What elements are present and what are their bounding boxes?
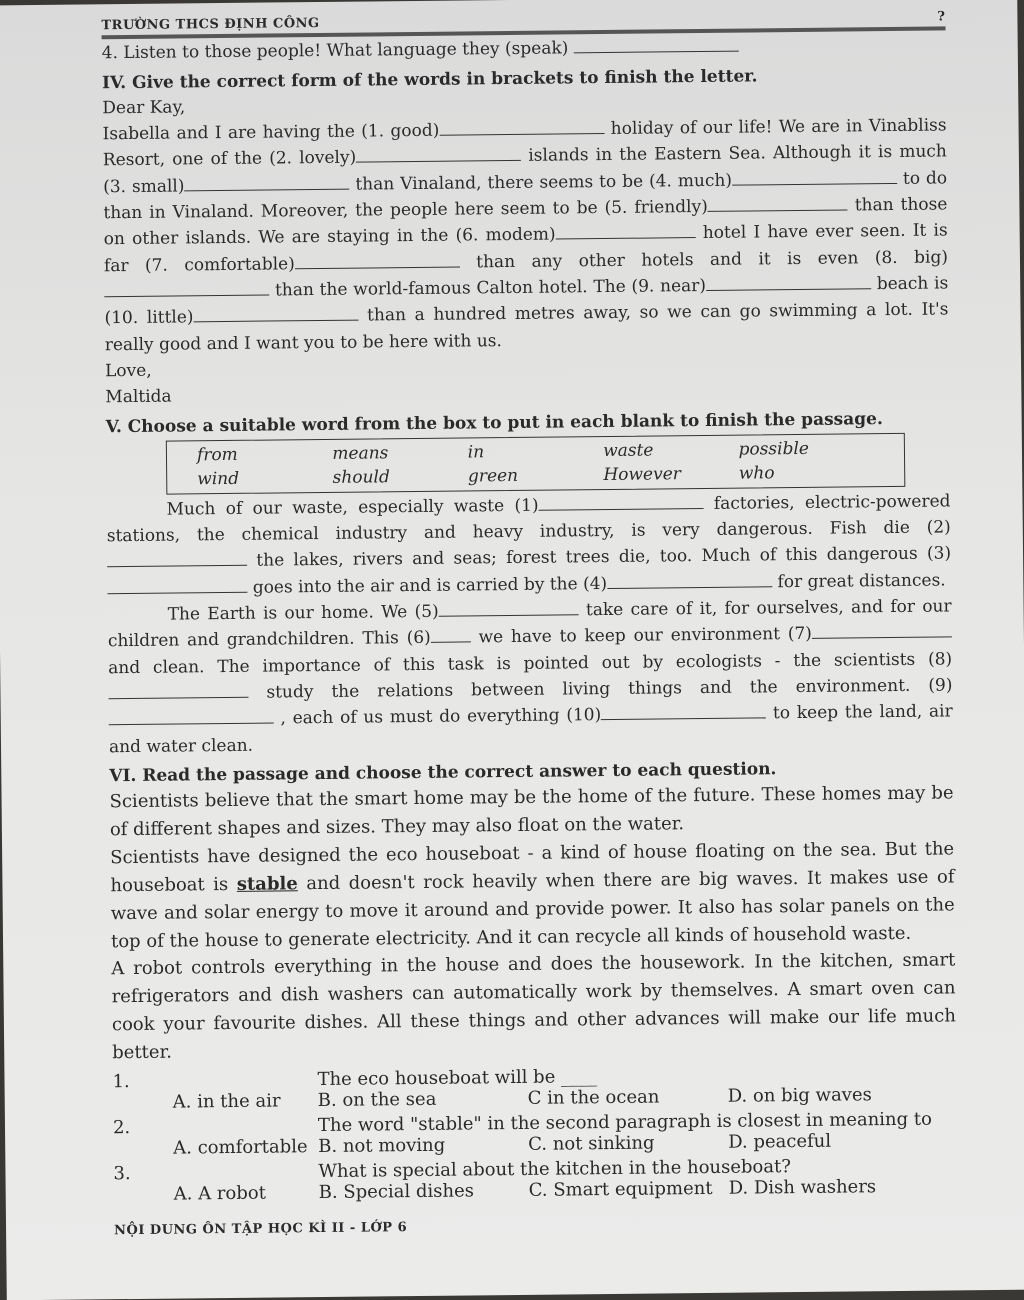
box-word: should (332, 466, 390, 488)
letter-part: to do than in Vinaland. Moreover, the people here seem to be (5. friendly) (103, 167, 948, 224)
passage-blank-6[interactable] (431, 628, 471, 643)
question-number: 1. (112, 1070, 130, 1093)
passage-text: goes into the air and is carried by the (4) (252, 573, 608, 598)
answer-blank-2[interactable] (356, 146, 521, 163)
letter-part: than any other hotels and it is even (8. big) (476, 246, 949, 272)
passage-paragraph-1 (106, 488, 951, 602)
letter-text (102, 86, 949, 411)
answer-blank-10[interactable] (193, 306, 358, 323)
option-b[interactable]: B. on the sea (317, 1088, 437, 1112)
option-c[interactable]: C. not sinking (528, 1132, 655, 1155)
question-text: What is special about the kitchen in the houseboat? (318, 1156, 792, 1183)
option-c[interactable]: C in the ocean (527, 1086, 660, 1109)
reading-text: and doesn't rock heavily when there are big waves. It makes use of wave and solar energy to move it around and provide power. It also has solar panels on the top of the house to generate electricity. And it can recycle all kinds of household waste. (110, 866, 955, 952)
box-word: possible (738, 438, 810, 460)
passage-text: Much of our waste, especially waste (1) (166, 495, 539, 520)
answer-blank-6[interactable] (556, 223, 696, 239)
option-d[interactable]: D. peaceful (728, 1130, 832, 1153)
letter-part: beach is (10. little) (104, 273, 949, 329)
passage-blank-5[interactable] (439, 600, 579, 616)
letter-part: than a hundred metres away, so we can go swimming a lot. It's really good and I want you to be here with us. (104, 299, 949, 355)
question-text: The word "stable" in the second paragraph is closest in meaning to (317, 1108, 933, 1137)
passage-blank-2[interactable] (107, 551, 247, 567)
letter-signature: Maltida (105, 386, 172, 408)
letter-part: holiday of our life! We are in Vinabliss Resort, one of the (2. lovely) (102, 115, 947, 171)
passage-text: and clean. The importance of this task is pointed out by ecologists - the scientists (8) (108, 649, 953, 678)
reading-paragraph-2 (110, 835, 955, 955)
section-5-title: V. Choose a suitable word from the box to put in each blank to finish the passage. (105, 408, 883, 437)
answer-blank-9[interactable] (706, 274, 871, 291)
school-name: TRƯỜNG THCS ĐỊNH CÔNG (101, 15, 320, 34)
letter-part: Isabella and I are having the (1. good) (102, 120, 440, 145)
box-word: waste (603, 440, 654, 461)
option-b[interactable]: B. Special dishes (318, 1180, 475, 1204)
option-c[interactable]: C. Smart equipment (528, 1177, 713, 1201)
letter-part: than the world-famous Calton hotel. The (9. near) (274, 275, 707, 301)
section-4-title: IV. Give the correct form of the words in brackets to finish the letter. (101, 65, 758, 93)
passage-text: study the relations between living things and the environment. (9) (266, 675, 953, 703)
section-6-title: VI. Read the passage and choose the correct answer to each question. (109, 759, 777, 787)
option-a[interactable]: A. comfortable (173, 1136, 308, 1159)
answer-blank-1[interactable] (439, 119, 604, 136)
answer-blank[interactable] (574, 37, 739, 54)
passage-blank-9[interactable] (109, 709, 274, 726)
letter-part: islands in the Eastern Sea. Although it is much (3. small) (103, 141, 947, 197)
question-number: 2. (112, 1116, 131, 1139)
box-word: in (467, 441, 485, 463)
passage-text: The Earth is our home. We (5) (167, 601, 439, 625)
letter-part: hotel I have ever seen. It is far (7. comfortable) (103, 220, 948, 276)
passage-blank-4[interactable] (607, 572, 772, 589)
box-word: means (332, 442, 389, 464)
page-footer: NỘI DUNG ÔN TẬP HỌC KÌ II - LỚP 6 (114, 1220, 408, 1239)
passage-text: for great distances. (777, 570, 946, 592)
box-word: green (467, 465, 519, 487)
letter-closing: Love, (104, 360, 152, 382)
box-word: who (738, 462, 775, 484)
reading-text: Scientists have designed the eco houseboat - a kind of house floating on the sea. But the houseboat is (110, 838, 955, 896)
passage-blank-8[interactable] (108, 683, 248, 699)
passage-blank-1[interactable] (538, 494, 703, 511)
passage-text: to keep the land, air and water clean. (108, 701, 953, 757)
question-text: The eco houseboat will be ____ (317, 1066, 598, 1091)
passage-text: the lakes, rivers and seas; forest trees die, too. Much of this dangerous (3) (256, 543, 952, 571)
letter-part: than Vinaland, there seems to be (4. much) (355, 170, 733, 195)
passage-paragraph-2 (108, 593, 954, 760)
reading-paragraph-3: A robot controls everything in the house and does the housework. In the kitchen, smart refrigerators and dish washers can automatically work by themselves. A smart oven can cook your favourite dishes. All these things and other advances will make our life much better. (111, 949, 956, 1064)
passage-text: , each of us must do everything (10) (280, 705, 602, 729)
passage-blank-3[interactable] (107, 577, 247, 593)
underlined-word: stable (236, 872, 298, 895)
passage-text: factories, electric-powered stations, the chemical industry and heavy industry, is very dangerous. Fish die (2) (106, 491, 951, 547)
passage-blank-7[interactable] (812, 623, 952, 639)
letter-greeting: Dear Kay, (102, 96, 186, 118)
reading-paragraph-1: Scientists believe that the smart home may be the home of the future. These homes may be of different shapes and sizes. They may also float on the water. (109, 782, 954, 841)
question-number: 3. (113, 1162, 131, 1185)
box-word: from (196, 444, 238, 465)
answer-blank-5[interactable] (708, 195, 848, 211)
option-d[interactable]: D. Dish washers (728, 1176, 877, 1199)
answer-blank-4[interactable] (732, 168, 897, 185)
passage-text: we have to keep our environment (7) (478, 624, 812, 648)
header-question-mark: ? (937, 9, 946, 25)
letter-part: than those on other islands. We are staying in the (6. modem) (103, 194, 948, 250)
answer-blank-7[interactable] (295, 252, 460, 269)
option-a[interactable]: A. in the air (172, 1090, 281, 1113)
answer-blank-8[interactable] (104, 280, 269, 297)
question-4-text: 4. Listen to those people! What language they (speak) (101, 38, 569, 64)
option-a[interactable]: A. A robot (173, 1182, 267, 1205)
box-word: However (603, 463, 681, 485)
passage-text: take care of it, for ourselves, and for our children and grandchildren. This (6) (107, 596, 952, 652)
passage-blank-10[interactable] (601, 704, 766, 721)
word-box (166, 433, 906, 495)
box-word: wind (197, 468, 240, 489)
option-d[interactable]: D. on big waves (727, 1084, 872, 1107)
answer-blank-3[interactable] (184, 174, 349, 191)
option-b[interactable]: B. not moving (318, 1134, 446, 1158)
